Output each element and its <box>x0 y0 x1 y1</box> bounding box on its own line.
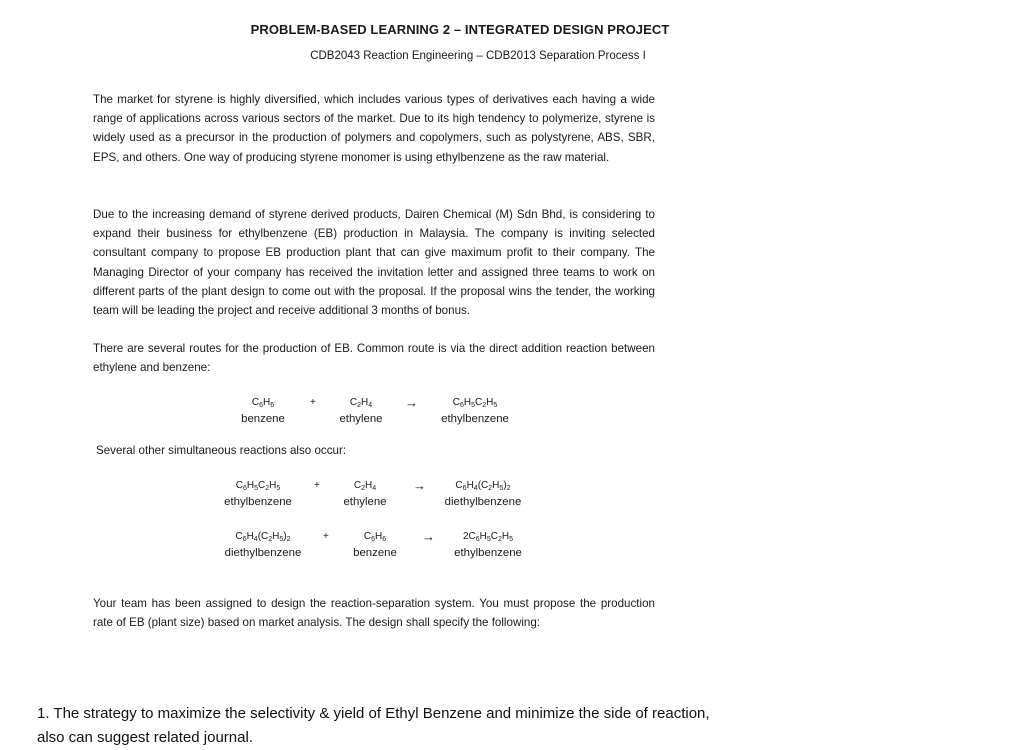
reactant-name: ethylbenzene <box>224 496 292 508</box>
reactant-name: benzene <box>241 413 285 425</box>
formula-c2h4: $C_2H_4$ <box>349 397 373 409</box>
document-title: PROBLEM-BASED LEARNING 2 – INTEGRATED DESIGN PROJECT <box>250 22 670 37</box>
paragraph-assignment: Your team has been assigned to design the reaction-separation system. You must propose the production rate of EB (plant size) based on market analysis. The design shall specify the following: <box>93 597 655 630</box>
formula-c6h4-c2h5-2: $C_6H_4(C_2H_5)_2$ <box>235 531 291 543</box>
paragraph-market: The market for styrene is highly diversified, which includes various types of derivatives each having a wide range of applications across various sectors of the market. Due to its high tendency to polymerize, styrene is widely used as a precursor in the production of polymers and copolymers, such as polystyrene, ABS, SBR, EPS, and others. One way of producing styrene monomer is using ethylbenzene as the raw material. <box>93 93 655 164</box>
formula-c6h4-c2h5-2: $C_6H_4(C_2H_5)_2$ <box>455 480 511 492</box>
product-name: diethylbenzene <box>444 496 522 508</box>
reaction-side-1 <box>0 479 600 519</box>
plus-sign: + <box>323 531 329 542</box>
formula-c6h5c2h5: $C_6H_5C_2H_5$ <box>452 397 498 409</box>
formula-c6h6: $C_6H_6$ <box>251 397 275 409</box>
reactant-ethylene <box>335 396 387 428</box>
formula-c6h6: $C_6H_6$ <box>363 531 387 543</box>
product-name: ethylbenzene <box>454 547 522 559</box>
paragraph-routes: There are several routes for the production of EB. Common route is via the direct addition reaction between ethylene and benzene: <box>93 342 655 375</box>
document-subtitle: CDB2043 Reaction Engineering – CDB2013 Separation Process I <box>310 50 646 62</box>
plus-sign: + <box>314 480 320 491</box>
product-diethylbenzene <box>438 479 528 511</box>
product-name: ethylbenzene <box>441 413 509 425</box>
reaction-arrow: → <box>413 478 426 493</box>
reaction-side-2 <box>0 530 600 570</box>
reactant-benzene <box>238 396 288 428</box>
reactant-ethylene <box>339 479 391 511</box>
reaction-arrow: → <box>405 395 418 410</box>
reactant-name: diethylbenzene <box>224 547 302 559</box>
reaction-arrow: → <box>422 529 435 544</box>
reactant-ethylbenzene <box>218 479 298 511</box>
formula-c2h4: $C_2H_4$ <box>353 480 377 492</box>
reactant-name: ethylene <box>339 413 383 425</box>
formula-c6h5c2h5: $C_6H_5C_2H_5$ <box>235 480 281 492</box>
product-ethylbenzene <box>448 530 528 562</box>
reactant-name: benzene <box>353 547 397 559</box>
formula-2c6h5c2h5: $2C_6H_5C_2H_5$ <box>462 531 514 543</box>
reactant-name: ethylene <box>343 496 387 508</box>
reactant-benzene <box>349 530 401 562</box>
paragraph-company: Due to the increasing demand of styrene derived products, Dairen Chemical (M) Sdn Bhd, is considering to expand their business for ethylbenzene (EB) production in Malaysia. The company is inviting selected consultant company to propose EB production plant that can give maximum profit to their company. The Managing Director of your company has received the invitation letter and assigned three teams to work on different parts of the plant design to come out with the proposal. If the proposal wins the tender, the working team will be leading the project and receive additional 3 months of bonus. <box>93 208 655 318</box>
product-ethylbenzene <box>435 396 515 428</box>
reactant-diethylbenzene <box>218 530 308 562</box>
plus-sign: + <box>310 397 316 408</box>
question-1: 1. The strategy to maximize the selectivity & yield of Ethyl Benzene and minimize the side of reaction, also can suggest related journal. <box>37 705 710 746</box>
paragraph-side-reactions: Several other simultaneous reactions also occur: <box>96 444 347 457</box>
reaction-main <box>0 396 600 436</box>
